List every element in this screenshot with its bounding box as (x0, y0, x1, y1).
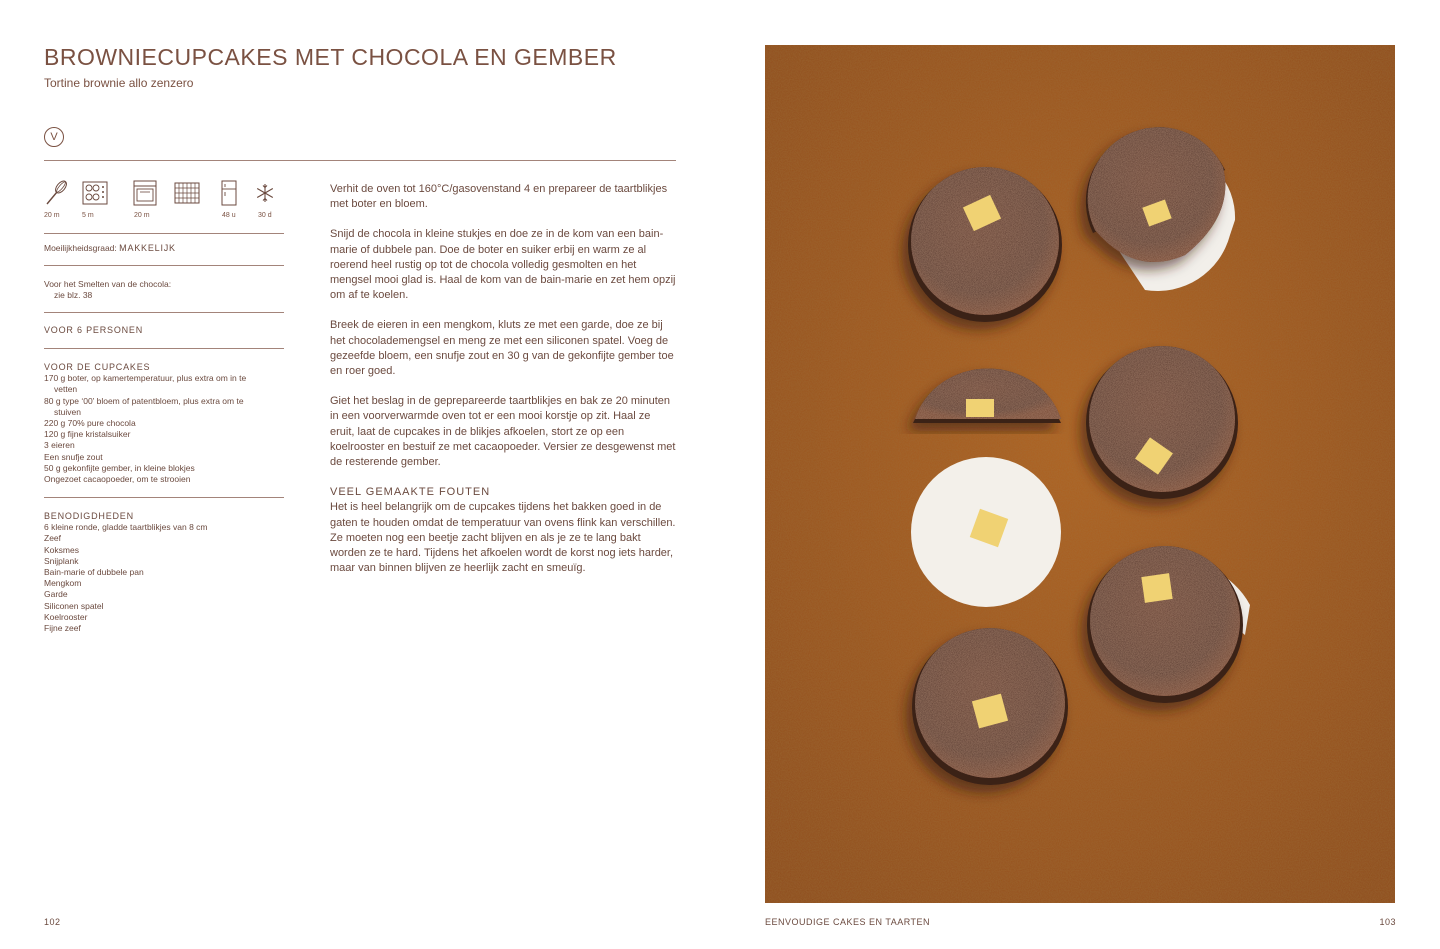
stovetop-time: 5 m (82, 212, 94, 219)
ingredient-item: 120 g fijne kristalsuiker (44, 429, 131, 440)
ingredient-item: 50 g gekonfijte gember, in kleine blokjes (44, 462, 195, 473)
page-number-right: 103 (1379, 917, 1396, 927)
ingredients-block (44, 362, 284, 485)
ginger-piece (1141, 573, 1172, 603)
ingredient-item-cont: vetten (54, 384, 78, 395)
freezer-time: 30 d (258, 212, 272, 219)
ingredient-item: 80 g type ‘00’ bloem of patentbloem, plus extra om te (44, 395, 244, 406)
cupcake (908, 167, 1062, 322)
equipment-item: 6 kleine ronde, gladde taartblikjes van 8 cm (44, 522, 208, 533)
method-step: Snijd de chocola in kleine stukjes en doe ze in de kom van een bain-marie of dubbele pan. Doe de boter en suiker erbij en warm ze al roerend heel rustig op tot de chocola volledig gesmolten en het mengsel mooi glad is. Haal de kom van de bain-marie en zet hem opzij om af te koelen. (330, 228, 676, 302)
recipe-subtitle: Tortine brownie allo zenzero (44, 76, 194, 90)
cupcake (1087, 546, 1243, 703)
ingredients-heading: VOOR DE CUPCAKES (44, 362, 151, 372)
method-step: Verhit de oven tot 160°C/gasovenstand 4 en prepareer de taartblikjes met boter en bloem. (330, 183, 668, 211)
equipment-item: Koksmes (44, 544, 79, 555)
difficulty-value: MAKKELIJK (119, 243, 176, 253)
sidebar-divider (44, 348, 284, 349)
servings: VOOR 6 PERSONEN (44, 325, 144, 335)
cupcakes-photo (765, 45, 1395, 903)
ginger-piece (966, 399, 994, 417)
whisk-icon (44, 180, 70, 206)
equipment-item: Siliconen spatel (44, 600, 104, 611)
equipment-block (44, 511, 284, 634)
oven-time: 20 m (134, 212, 150, 219)
running-footer: EENVOUDIGE CAKES EN TAARTEN (765, 917, 931, 927)
cupcake (1086, 346, 1238, 499)
sidebar-divider (44, 233, 284, 234)
recipe-title: BROWNIECUPCAKES MET CHOCOLA EN GEMBER (44, 44, 617, 70)
sidebar-divider (44, 265, 284, 266)
cooling-rack-icon (174, 180, 200, 206)
cupcakes-illustration (765, 45, 1395, 903)
snowflake-icon (252, 180, 278, 206)
sidebar-divider (44, 312, 284, 313)
whisk-time: 20 m (44, 212, 60, 219)
ingredient-item: Ongezoet cacaopoeder, om te strooien (44, 474, 191, 485)
ingredient-item-cont: stuiven (54, 406, 81, 417)
equipment-item: Mengkom (44, 578, 82, 589)
equipment-heading: BENODIGDHEDEN (44, 511, 134, 521)
method-column (330, 182, 676, 591)
technique-reference (44, 279, 284, 301)
reference-page: zie blz. 38 (54, 290, 93, 301)
equipment-item: Snijplank (44, 555, 79, 566)
time-icons-strip (44, 180, 284, 222)
right-page (720, 0, 1440, 949)
equipment-item: Koelrooster (44, 611, 88, 622)
equipment-item: Fijne zeef (44, 623, 81, 634)
ingredient-item: Een snufje zout (44, 451, 103, 462)
fridge-time: 48 u (222, 212, 236, 219)
ingredient-item: 3 eieren (44, 440, 75, 451)
difficulty-label: Moeilijkheidsgraad: (44, 243, 117, 253)
equipment-item: Garde (44, 589, 68, 600)
equipment-item: Bain-marie of dubbele pan (44, 567, 144, 578)
method-step: Breek de eieren in een mengkom, kluts ze met een garde, doe ze bij het chocolademengsel en meng ze met een siliconen spatel. Voeg de gezeefde bloem, een snufje zout en 30 g van de gekonfijte gember toe en roer goed. (330, 319, 674, 378)
tips-text: Het is heel belangrijk om de cupcakes tijdens het bakken goed in de gaten te houden omdat de temperatuur van ovens flink kan verschillen. Ze moeten nog een beetje zacht blijven en als je ze te lang bakt worden ze te hard. Tijdens het afkoelen wordt de korst nog iets harder, maar van binnen blijven ze heerlijk zacht en smeuïg. (330, 501, 676, 575)
difficulty-line (44, 243, 284, 254)
tips-heading: VEEL GEMAAKTE FOUTEN (330, 486, 491, 499)
reference-text: Voor het Smelten van de chocola: (44, 279, 172, 289)
stovetop-icon (82, 180, 108, 206)
oven-icon (132, 180, 158, 206)
equipment-item: Zeef (44, 533, 62, 544)
page-number-left: 102 (44, 917, 61, 927)
ingredient-item: 170 g boter, op kamertemperatuur, plus extra om in te (44, 373, 247, 384)
sidebar-divider (44, 497, 284, 498)
header-divider (44, 160, 676, 161)
ingredient-item: 220 g 70% pure chocola (44, 418, 136, 429)
fridge-icon (216, 180, 242, 206)
vegetarian-badge: V (44, 127, 64, 147)
method-step: Giet het beslag in de geprepareerde taartblikjes en bak ze 20 minuten in een voorverwarmde oven tot er een mooi korstje op zit. Haal ze eruit, laat de cupcakes in de blikjes afkoelen, stort ze op een koelrooster en bestuif ze met cacaopoeder. Versier ze desgewenst met de resterende gember. (330, 395, 676, 469)
